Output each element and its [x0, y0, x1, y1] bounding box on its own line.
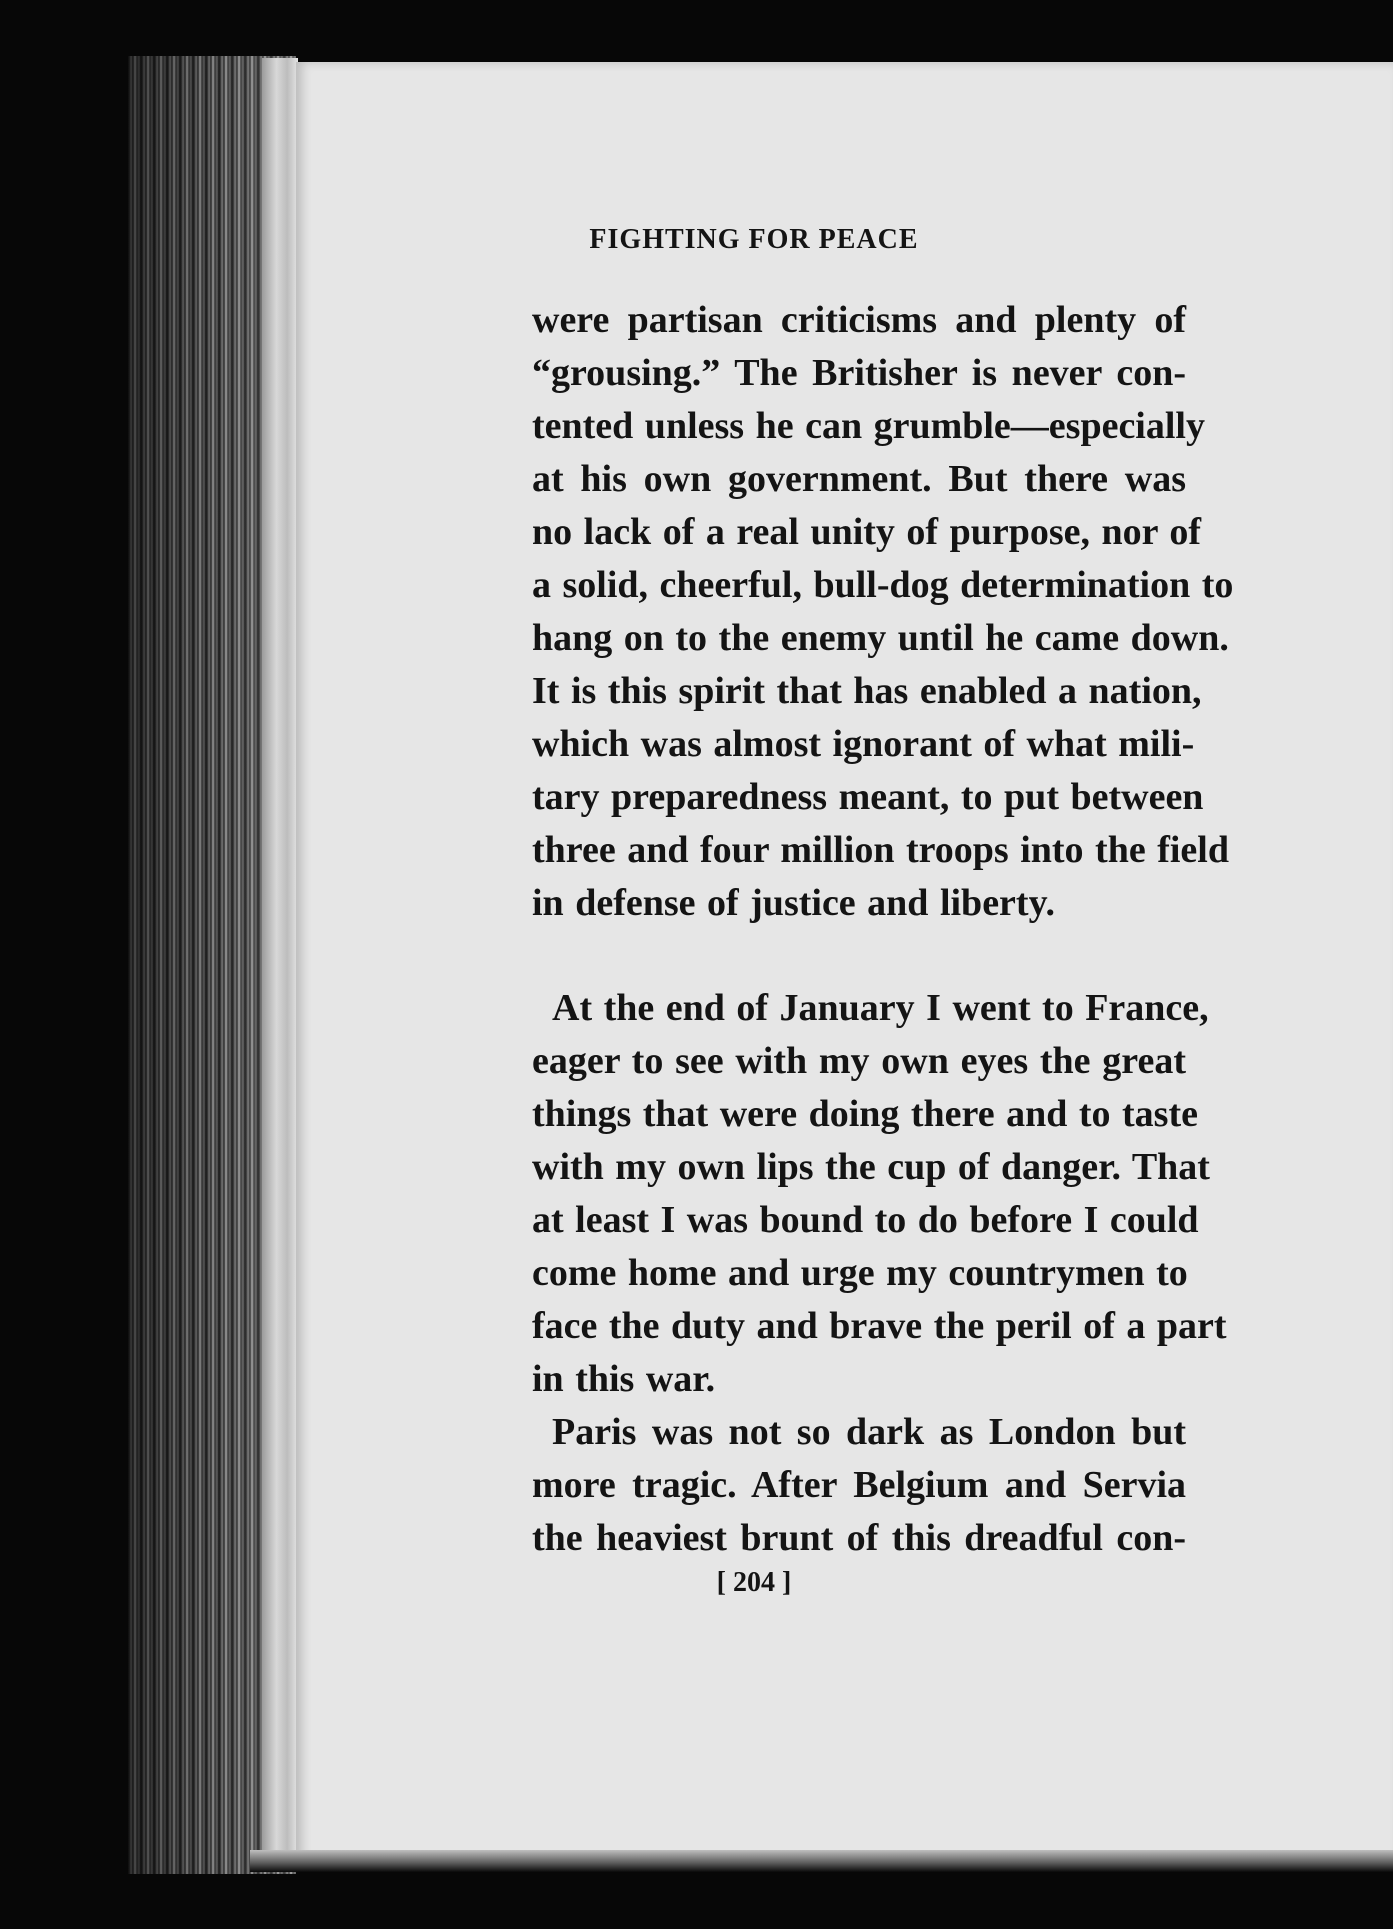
body-text: [532, 294, 1234, 1565]
text-line: things that were doing there and to taste: [532, 1093, 1198, 1135]
running-head: FIGHTING FOR PEACE: [589, 224, 919, 255]
text-line: in defense of justice and liberty.: [532, 882, 1055, 924]
text-line: no lack of a real unity of purpose, nor of: [532, 511, 1201, 553]
text-line: tented unless he can grumble—especially: [532, 405, 1205, 447]
book-spine-edge: [262, 58, 298, 1870]
text-line: in this war.: [532, 1358, 716, 1400]
text-line: At the end of January I went to France,: [552, 987, 1209, 1029]
page-number: [ 204 ]: [716, 1567, 792, 1598]
text-line: “grousing.” The Britisher is never con-: [532, 352, 1186, 394]
text-line: at least I was bound to do before I could: [532, 1199, 1199, 1241]
text-line: hang on to the enemy until he came down.: [532, 617, 1229, 659]
text-line: more tragic. After Belgium and Servia: [532, 1464, 1186, 1506]
book-page: [296, 62, 1393, 1868]
book-bottom-edge: [250, 1850, 1393, 1872]
text-line: Paris was not so dark as London but: [552, 1411, 1186, 1453]
text-line: which was almost ignorant of what mili-: [532, 723, 1195, 765]
text-line: come home and urge my countrymen to: [532, 1252, 1188, 1294]
paragraph-gap: [532, 930, 1186, 982]
text-line: at his own government. But there was: [532, 458, 1186, 500]
text-line: the heaviest brunt of this dreadful con-: [532, 1517, 1186, 1559]
text-line: It is this spirit that has enabled a nation,: [532, 670, 1202, 712]
text-line: a solid, cheerful, bull-dog determination to: [532, 564, 1234, 606]
text-line: tary preparedness meant, to put between: [532, 776, 1204, 818]
text-line: were partisan criticisms and plenty of: [532, 299, 1186, 341]
text-line: face the duty and brave the peril of a part: [532, 1305, 1227, 1347]
text-line: eager to see with my own eyes the great: [532, 1040, 1186, 1082]
text-line: with my own lips the cup of danger. That: [532, 1146, 1210, 1188]
text-line: three and four million troops into the field: [532, 829, 1229, 871]
